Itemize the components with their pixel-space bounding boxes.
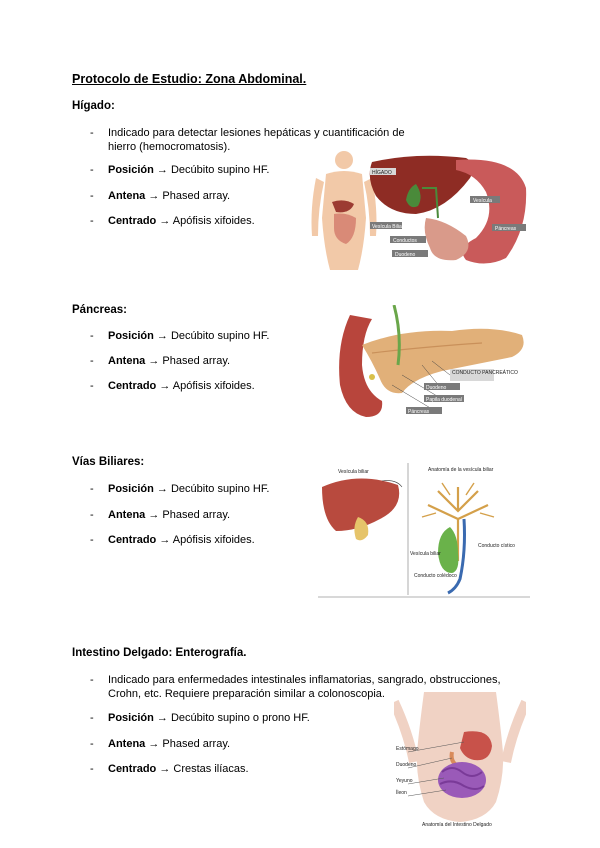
svg-text:Páncreas: Páncreas	[408, 409, 430, 415]
section-heading-pancreas: Páncreas:	[72, 304, 127, 316]
svg-text:Conducto cístico: Conducto cístico	[478, 543, 515, 549]
svg-text:Duodeno: Duodeno	[426, 385, 447, 391]
svg-text:Yeyuno: Yeyuno	[396, 778, 413, 784]
svg-text:Vesícula biliar: Vesícula biliar	[338, 469, 369, 475]
svg-text:Páncreas: Páncreas	[495, 226, 517, 232]
svg-text:Anatomía del Intestino Delgado: Anatomía del Intestino Delgado	[422, 822, 492, 828]
section-heading-intestino-delgado: Intestino Delgado: Enterografía.	[72, 647, 247, 659]
svg-text:Conducto colédoco: Conducto colédoco	[414, 573, 457, 579]
svg-text:Vesícula: Vesícula	[473, 198, 492, 204]
page-title: Protocolo de Estudio: Zona Abdominal.	[72, 72, 307, 86]
svg-text:Vesícula biliar: Vesícula biliar	[410, 551, 441, 557]
svg-text:Papila duodenal: Papila duodenal	[426, 397, 462, 403]
pancreas-anatomy-figure	[332, 305, 532, 420]
body-silhouette	[312, 151, 377, 270]
svg-text:Íleon: Íleon	[396, 790, 407, 796]
svg-text:HÍGADO: HÍGADO	[372, 170, 392, 176]
svg-text:Estómago: Estómago	[396, 746, 419, 752]
svg-text:Vesícula Biliar: Vesícula Biliar	[372, 224, 404, 230]
section-heading-vias-biliares: Vías Biliares:	[72, 456, 145, 468]
small-intestine-anatomy-figure	[394, 692, 526, 828]
section-heading-higado: Hígado:	[72, 100, 115, 112]
svg-text:Conductos: Conductos	[393, 238, 417, 244]
biliary-anatomy-figure	[318, 461, 530, 599]
svg-text:CONDUCTO PANCREÁTICO: CONDUCTO PANCREÁTICO	[452, 370, 518, 376]
svg-text:Anatomía de la vesícula biliar: Anatomía de la vesícula biliar	[428, 467, 494, 473]
svg-text:Duodeno: Duodeno	[396, 762, 417, 768]
svg-text:Duodeno: Duodeno	[395, 252, 416, 258]
liver-anatomy-figure	[306, 148, 530, 270]
